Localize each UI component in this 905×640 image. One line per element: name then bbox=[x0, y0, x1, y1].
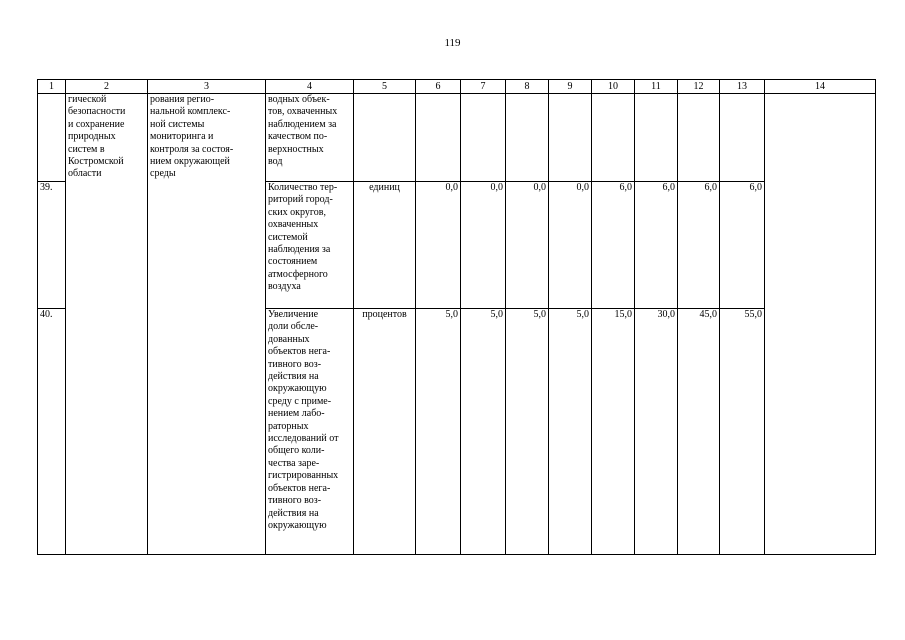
table-header-row bbox=[38, 80, 876, 94]
row-number-cell bbox=[38, 94, 66, 182]
header-cell: 5 bbox=[354, 80, 416, 94]
header-cell: 7 bbox=[461, 80, 506, 94]
value-cell: 5,0 bbox=[506, 309, 549, 555]
value-cell bbox=[461, 94, 506, 182]
value-cell: 5,0 bbox=[416, 309, 461, 555]
header-cell: 12 bbox=[678, 80, 720, 94]
value-cell: 5,0 bbox=[549, 309, 592, 555]
value-cell: 0,0 bbox=[506, 182, 549, 309]
value-cell: 55,0 bbox=[720, 309, 765, 555]
value-cell: 0,0 bbox=[549, 182, 592, 309]
unit-cell: процентов bbox=[354, 309, 416, 555]
header-cell: 6 bbox=[416, 80, 461, 94]
value-cell bbox=[720, 94, 765, 182]
task-cell: рования регио- нальной комплекс- ной системы мониторинга и контроля за состоя- нием окружающей среды bbox=[148, 94, 266, 555]
value-cell: 6,0 bbox=[720, 182, 765, 309]
value-cell bbox=[592, 94, 635, 182]
unit-cell: единиц bbox=[354, 182, 416, 309]
row-number: 40. bbox=[38, 309, 66, 555]
value-cell: 45,0 bbox=[678, 309, 720, 555]
page-number: 119 bbox=[444, 37, 461, 49]
header-cell: 14 bbox=[765, 80, 876, 94]
indicator-cell: Количество тер- риторий город- ских округов, охваченных системой наблюдения за состоянием атмосферного воздуха bbox=[266, 182, 354, 309]
header-cell: 11 bbox=[635, 80, 678, 94]
continuation-row bbox=[38, 94, 876, 182]
indicator-cell: Увеличение доли обсле- дованных объектов нега- тивного воз- действия на окружающую среду с приме- нением лабо- раторных исследований от общего коли- чества заре- гистрированных объектов нега- тивного воз- действия на окружающую bbox=[266, 309, 354, 555]
value-cell: 6,0 bbox=[592, 182, 635, 309]
value-cell bbox=[416, 94, 461, 182]
header-cell: 2 bbox=[66, 80, 148, 94]
unit-cell bbox=[354, 94, 416, 182]
goal-cell: гической безопасности и сохранение природных систем в Костромской области bbox=[66, 94, 148, 555]
header-cell: 13 bbox=[720, 80, 765, 94]
value-cell: 15,0 bbox=[592, 309, 635, 555]
header-cell: 3 bbox=[148, 80, 266, 94]
header-cell: 4 bbox=[266, 80, 354, 94]
header-cell: 9 bbox=[549, 80, 592, 94]
row-number: 39. bbox=[38, 182, 66, 309]
value-cell bbox=[506, 94, 549, 182]
value-cell: 6,0 bbox=[678, 182, 720, 309]
value-cell: 0,0 bbox=[461, 182, 506, 309]
value-cell bbox=[635, 94, 678, 182]
value-cell: 6,0 bbox=[635, 182, 678, 309]
header-cell: 10 bbox=[592, 80, 635, 94]
header-cell: 1 bbox=[38, 80, 66, 94]
value-cell: 0,0 bbox=[416, 182, 461, 309]
indicators-table bbox=[37, 79, 876, 555]
indicator-cell: водных объек- тов, охваченных наблюдением за качеством по- верхностных вод bbox=[266, 94, 354, 182]
value-cell bbox=[678, 94, 720, 182]
value-cell: 5,0 bbox=[461, 309, 506, 555]
value-cell: 30,0 bbox=[635, 309, 678, 555]
notes-cell bbox=[765, 94, 876, 555]
value-cell bbox=[549, 94, 592, 182]
header-cell: 8 bbox=[506, 80, 549, 94]
